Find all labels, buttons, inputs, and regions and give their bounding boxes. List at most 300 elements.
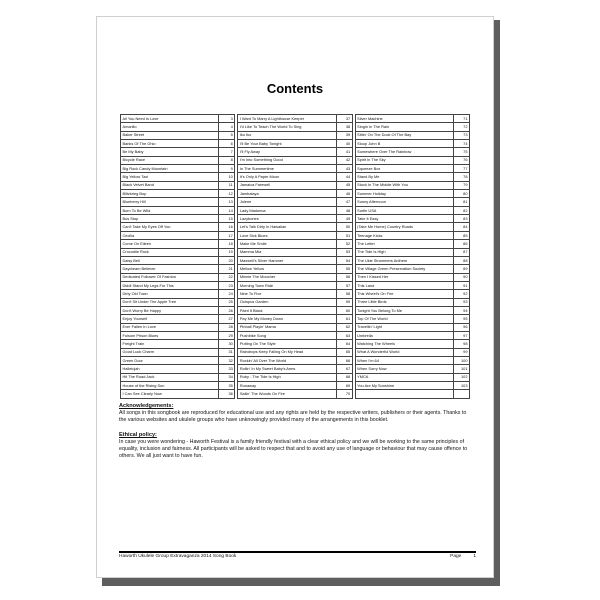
song-page-number: 24 xyxy=(219,290,235,298)
song-page-number: 31 xyxy=(219,348,235,356)
toc-column-3 xyxy=(355,114,470,399)
table-row xyxy=(121,115,235,123)
song-title: Singin In The Rain xyxy=(355,123,453,131)
table-row xyxy=(238,123,352,131)
song-title: Octopus Garden xyxy=(238,298,336,306)
table-row xyxy=(238,140,352,148)
song-title: Dirty Old Town xyxy=(121,290,219,298)
song-page-number: 40 xyxy=(336,140,352,148)
table-row xyxy=(355,281,469,289)
table-row xyxy=(355,206,469,214)
song-title: The Letter xyxy=(355,240,453,248)
song-title: Then I Kissed Her xyxy=(355,273,453,281)
song-title: What A Wonderful World xyxy=(355,348,453,356)
song-page-number: 57 xyxy=(336,281,352,289)
song-title: Three Little Birds xyxy=(355,298,453,306)
song-title: Be My Baby xyxy=(121,148,219,156)
song-page-number: 56 xyxy=(336,273,352,281)
song-title: It's Only A Paper Moon xyxy=(238,173,336,181)
table-row xyxy=(238,340,352,348)
song-title: Crocodile Rock xyxy=(121,248,219,256)
table-row xyxy=(355,131,469,139)
song-page-number: 53 xyxy=(336,248,352,256)
table-row xyxy=(121,198,235,206)
song-title: All You Need Is Love xyxy=(121,115,219,123)
song-title: You Are My Sunshine xyxy=(355,382,453,390)
table-row xyxy=(355,390,469,398)
song-title: Blueberry Hill xyxy=(121,198,219,206)
song-title: Jambalaya xyxy=(238,190,336,198)
song-title: Sloop John B xyxy=(355,140,453,148)
song-title: Make Me Smile xyxy=(238,240,336,248)
table-row xyxy=(238,290,352,298)
song-title: Surfin USA xyxy=(355,206,453,214)
footer-title: Haworth Ukulele Group Extravaganza 2014 Song Book xyxy=(119,554,237,559)
song-page-number: 20 xyxy=(219,256,235,264)
song-page-number: 91 xyxy=(454,281,470,289)
acknowledgements-heading: Acknowledgements: xyxy=(119,403,174,409)
song-page-number: 66 xyxy=(336,356,352,364)
song-title: Big Rock Candy Mountain xyxy=(121,165,219,173)
footer-page-number: 1 xyxy=(473,554,476,559)
song-title: Folsom Prison Blues xyxy=(121,331,219,339)
table-row xyxy=(121,281,235,289)
table-row xyxy=(238,190,352,198)
table-row xyxy=(355,265,469,273)
song-page-number: 15 xyxy=(219,215,235,223)
song-page-number: 23 xyxy=(219,281,235,289)
song-title: Rockin' All Over The World xyxy=(238,356,336,364)
table-row xyxy=(238,382,352,390)
song-title: Enjoy Yourself xyxy=(121,315,219,323)
table-row xyxy=(355,298,469,306)
song-title: I'd Like To Teach The World To Sing xyxy=(238,123,336,131)
table-row xyxy=(121,256,235,264)
song-title: I'm Into Something Good xyxy=(238,156,336,164)
song-title: Jolene xyxy=(238,198,336,206)
song-title: Black Velvet Band xyxy=(121,181,219,189)
song-title: (Take Me Home) Country Roads xyxy=(355,223,453,231)
song-title: House of the Rising Sun xyxy=(121,382,219,390)
song-page-number: 59 xyxy=(336,298,352,306)
song-title: Somewhere Over The Rainbow xyxy=(355,148,453,156)
song-page-number: 52 xyxy=(336,240,352,248)
song-page-number: 94 xyxy=(454,306,470,314)
table-row xyxy=(238,365,352,373)
song-page-number: 47 xyxy=(336,198,352,206)
song-page-number: 34 xyxy=(219,373,235,381)
song-page-number: 5 xyxy=(219,131,235,139)
song-title: Don't Sit Under The Apple Tree xyxy=(121,298,219,306)
table-row xyxy=(355,140,469,148)
song-page-number: 29 xyxy=(219,331,235,339)
song-page-number: 10 xyxy=(219,173,235,181)
song-page-number: 71 xyxy=(454,115,470,123)
table-row xyxy=(355,198,469,206)
table-row xyxy=(355,306,469,314)
table-row xyxy=(238,390,352,398)
song-page-number: 32 xyxy=(219,356,235,364)
table-row xyxy=(121,173,235,181)
footer-page xyxy=(438,554,476,559)
song-page-number: 83 xyxy=(454,215,470,223)
song-title: I Can See Clearly Now xyxy=(121,390,219,398)
table-row xyxy=(121,348,235,356)
table-row xyxy=(121,382,235,390)
song-title: Take It Easy xyxy=(355,215,453,223)
song-page-number: 49 xyxy=(336,215,352,223)
song-page-number: 38 xyxy=(336,123,352,131)
song-page-number: 8 xyxy=(219,156,235,164)
song-page-number: 98 xyxy=(454,340,470,348)
song-title: Don't Worry Be Happy xyxy=(121,306,219,314)
table-row xyxy=(238,281,352,289)
song-title: Green Door xyxy=(121,356,219,364)
table-row xyxy=(238,206,352,214)
song-title: Let's Talk Dirty In Hawaiian xyxy=(238,223,336,231)
song-title: This Wheel's On Fire xyxy=(355,290,453,298)
table-row xyxy=(121,148,235,156)
song-title: Stand By Me xyxy=(355,173,453,181)
song-page-number: 81 xyxy=(454,198,470,206)
song-title: Tonight You Belong To Me xyxy=(355,306,453,314)
song-page-number: 77 xyxy=(454,165,470,173)
song-title: Mellow Yellow xyxy=(238,265,336,273)
song-title: Squeeze Box xyxy=(355,165,453,173)
table-row xyxy=(121,140,235,148)
song-title: Hallelujah xyxy=(121,365,219,373)
song-title: The Tide Is High xyxy=(355,248,453,256)
song-page-number: 92 xyxy=(454,290,470,298)
song-page-number: 79 xyxy=(454,181,470,189)
song-title: Amarillo xyxy=(121,123,219,131)
song-page-number: 51 xyxy=(336,231,352,239)
song-title: Stuck In The Middle With You xyxy=(355,181,453,189)
table-row xyxy=(238,315,352,323)
song-title: Spirit In The Sky xyxy=(355,156,453,164)
table-row xyxy=(238,256,352,264)
song-page-number: 30 xyxy=(219,340,235,348)
song-page-number: 84 xyxy=(454,223,470,231)
song-title: Maxwell's Silver Hammer xyxy=(238,256,336,264)
table-row xyxy=(121,298,235,306)
song-page-number: 55 xyxy=(336,265,352,273)
table-row xyxy=(121,248,235,256)
song-page-number: 80 xyxy=(454,190,470,198)
table-row xyxy=(121,331,235,339)
table-row xyxy=(121,156,235,164)
table-row xyxy=(121,231,235,239)
song-page-number: 50 xyxy=(336,223,352,231)
song-page-number: 69 xyxy=(336,382,352,390)
song-title: Paint It Black xyxy=(238,306,336,314)
song-title: Pinball Playin' Mama xyxy=(238,323,336,331)
document-page xyxy=(96,16,494,578)
song-page-number: 96 xyxy=(454,323,470,331)
song-page-number: 63 xyxy=(336,331,352,339)
song-title: Sailin' The Woods On Fire xyxy=(238,390,336,398)
song-page-number: 65 xyxy=(336,348,352,356)
song-title: Travellin' Light xyxy=(355,323,453,331)
song-page-number: 68 xyxy=(336,373,352,381)
song-page-number: 64 xyxy=(336,340,352,348)
table-row xyxy=(238,331,352,339)
song-page-number: 76 xyxy=(454,156,470,164)
table-row xyxy=(355,181,469,189)
song-page-number: 33 xyxy=(219,365,235,373)
song-title: Daydream Believer xyxy=(121,265,219,273)
song-title: Top Of The World xyxy=(355,315,453,323)
table-row xyxy=(121,240,235,248)
song-title: Dedicated Follower Of Fashion xyxy=(121,273,219,281)
song-title: Baker Street xyxy=(121,131,219,139)
table-row xyxy=(355,382,469,390)
table-row xyxy=(355,290,469,298)
table-row xyxy=(355,190,469,198)
ethical-policy-heading: Ethical policy: xyxy=(119,432,157,439)
song-title: Silver Machine xyxy=(355,115,453,123)
table-row xyxy=(121,390,235,398)
song-page-number: 85 xyxy=(454,231,470,239)
table-row xyxy=(355,340,469,348)
song-title: Morning Town Ride xyxy=(238,281,336,289)
song-title: Lady Madonna xyxy=(238,206,336,214)
table-row xyxy=(121,290,235,298)
song-title: I'll Fly Away xyxy=(238,148,336,156)
song-page-number: 67 xyxy=(336,365,352,373)
table-row xyxy=(238,373,352,381)
song-title xyxy=(355,390,453,398)
song-title: Sunny Afternoon xyxy=(355,198,453,206)
table-row xyxy=(355,331,469,339)
song-title: Big Yellow Taxi xyxy=(121,173,219,181)
table-row xyxy=(121,373,235,381)
table-row xyxy=(238,348,352,356)
song-page-number: 87 xyxy=(454,248,470,256)
song-page-number: 54 xyxy=(336,256,352,264)
table-row xyxy=(238,173,352,181)
table-row xyxy=(121,315,235,323)
song-title: Sittin' On The Dock Of The Bay xyxy=(355,131,453,139)
song-page-number: 12 xyxy=(219,190,235,198)
table-row xyxy=(355,173,469,181)
song-title: Hit The Road Jack xyxy=(121,373,219,381)
song-title: Watching The Wheels xyxy=(355,340,453,348)
song-page-number: 88 xyxy=(454,256,470,264)
song-page-number: 43 xyxy=(336,165,352,173)
table-row xyxy=(238,323,352,331)
song-page-number: 3 xyxy=(219,115,235,123)
song-page-number xyxy=(454,390,470,398)
song-page-number: 102 xyxy=(454,373,470,381)
song-title: The Ukie Strummers Anthem xyxy=(355,256,453,264)
table-row xyxy=(238,265,352,273)
song-page-number: 45 xyxy=(336,181,352,189)
page-title: Contents xyxy=(266,81,324,96)
table-row xyxy=(355,323,469,331)
notes-section xyxy=(119,403,474,468)
table-row xyxy=(238,231,352,239)
table-row xyxy=(121,181,235,189)
song-page-number: 101 xyxy=(454,365,470,373)
song-page-number: 7 xyxy=(219,148,235,156)
song-title: Raindrops Keep Falling On My Head xyxy=(238,348,336,356)
song-page-number: 89 xyxy=(454,265,470,273)
table-row xyxy=(238,131,352,139)
song-page-number: 97 xyxy=(454,331,470,339)
table-row xyxy=(355,373,469,381)
song-page-number: 90 xyxy=(454,273,470,281)
table-row xyxy=(238,181,352,189)
song-page-number: 60 xyxy=(336,306,352,314)
song-page-number: 11 xyxy=(219,181,235,189)
table-row xyxy=(238,273,352,281)
song-title: Ever Fallen In Love xyxy=(121,323,219,331)
table-row xyxy=(355,315,469,323)
song-title: Lazybones xyxy=(238,215,336,223)
table-row xyxy=(238,240,352,248)
table-row xyxy=(355,148,469,156)
song-page-number: 26 xyxy=(219,306,235,314)
table-row xyxy=(355,256,469,264)
song-page-number: 28 xyxy=(219,323,235,331)
page-footer xyxy=(119,551,476,559)
song-title: This Land xyxy=(355,281,453,289)
table-row xyxy=(121,265,235,273)
song-page-number: 100 xyxy=(454,356,470,364)
song-title: Nine To Five xyxy=(238,290,336,298)
song-title: I Want To Marry A Lighthouse Keeper xyxy=(238,115,336,123)
table-row xyxy=(121,123,235,131)
song-title: YMCA xyxy=(355,373,453,381)
song-page-number: 78 xyxy=(454,173,470,181)
table-row xyxy=(238,198,352,206)
song-title: Teenage Kicks xyxy=(355,231,453,239)
song-title: Diddl Stand My Legs For This xyxy=(121,281,219,289)
table-row xyxy=(121,306,235,314)
acknowledgements-text: All songs in this songbook are reproduced for educational use and any rights are held by the respective writers, publishers or their agents. Thanks to the various websites and ukulele groups who have unknowingly provided many of the arrangements in this booklet. xyxy=(119,410,467,424)
ethical-policy-text: In case you were wondering - Haworth Festival is a family friendly festival with a clear ethical policy and we will be working to the same principles of equality, inclusion and fairness. All participants will be asked to respect that and to avoid any use of language or behaviour that may cause offence to others. We all just want to have fun. xyxy=(119,439,468,460)
table-row xyxy=(121,165,235,173)
song-title: Pay Me My Money Down xyxy=(238,315,336,323)
song-page-number: 75 xyxy=(454,148,470,156)
table-row xyxy=(238,156,352,164)
song-page-number: 17 xyxy=(219,231,235,239)
table-row xyxy=(238,298,352,306)
song-page-number: 27 xyxy=(219,315,235,323)
table-row xyxy=(238,165,352,173)
table-row xyxy=(121,273,235,281)
song-page-number: 48 xyxy=(336,206,352,214)
toc-column-1 xyxy=(120,114,235,399)
table-of-contents xyxy=(120,114,470,399)
song-page-number: 95 xyxy=(454,315,470,323)
song-page-number: 13 xyxy=(219,198,235,206)
toc-column-2 xyxy=(237,114,352,399)
song-page-number: 36 xyxy=(219,390,235,398)
song-page-number: 14 xyxy=(219,206,235,214)
song-page-number: 72 xyxy=(454,123,470,131)
table-row xyxy=(238,306,352,314)
song-title: Cecilia xyxy=(121,231,219,239)
song-page-number: 99 xyxy=(454,348,470,356)
song-page-number: 37 xyxy=(336,115,352,123)
table-row xyxy=(355,165,469,173)
song-title: Good Luck Charm xyxy=(121,348,219,356)
table-row xyxy=(238,248,352,256)
table-row xyxy=(121,365,235,373)
table-row xyxy=(355,273,469,281)
song-page-number: 21 xyxy=(219,265,235,273)
song-page-number: 62 xyxy=(336,323,352,331)
table-row xyxy=(238,223,352,231)
song-page-number: 93 xyxy=(454,298,470,306)
song-page-number: 19 xyxy=(219,248,235,256)
song-page-number: 73 xyxy=(454,131,470,139)
song-page-number: 22 xyxy=(219,273,235,281)
song-page-number: 70 xyxy=(336,390,352,398)
song-page-number: 74 xyxy=(454,140,470,148)
song-page-number: 35 xyxy=(219,382,235,390)
table-row xyxy=(355,115,469,123)
song-page-number: 6 xyxy=(219,140,235,148)
table-row xyxy=(121,206,235,214)
song-title: Pushbike Song xyxy=(238,331,336,339)
song-title: Bus Stop xyxy=(121,215,219,223)
song-title: Come On Eileen xyxy=(121,240,219,248)
table-row xyxy=(355,156,469,164)
song-title: When Sorry Now xyxy=(355,365,453,373)
song-title: Runaway xyxy=(238,382,336,390)
song-page-number: 41 xyxy=(336,148,352,156)
song-title: The Village Green Preservation Society xyxy=(355,265,453,273)
song-title: Putting On The Style xyxy=(238,340,336,348)
table-row xyxy=(238,115,352,123)
table-row xyxy=(121,215,235,223)
song-page-number: 39 xyxy=(336,131,352,139)
song-title: Love Sick Blues xyxy=(238,231,336,239)
song-page-number: 42 xyxy=(336,156,352,164)
song-title: Blitzkrieg Bop xyxy=(121,190,219,198)
table-row xyxy=(355,348,469,356)
song-title: Iko Iko xyxy=(238,131,336,139)
song-title: Daisy Bell xyxy=(121,256,219,264)
song-title: Rollin' In My Sweet Baby's Arms xyxy=(238,365,336,373)
table-row xyxy=(355,365,469,373)
song-page-number: 16 xyxy=(219,223,235,231)
song-page-number: 18 xyxy=(219,240,235,248)
table-row xyxy=(238,356,352,364)
table-row xyxy=(355,240,469,248)
table-row xyxy=(355,215,469,223)
song-title: Summer Holiday xyxy=(355,190,453,198)
song-title: Minnie The Moocher xyxy=(238,273,336,281)
song-page-number: 46 xyxy=(336,190,352,198)
song-page-number: 44 xyxy=(336,173,352,181)
table-row xyxy=(355,231,469,239)
song-title: Jamaica Farewell xyxy=(238,181,336,189)
song-title: Born To Be Wild xyxy=(121,206,219,214)
table-row xyxy=(121,131,235,139)
table-row xyxy=(238,148,352,156)
song-page-number: 4 xyxy=(219,123,235,131)
song-title: Can't Take My Eyes Off You xyxy=(121,223,219,231)
song-title: Freight Train xyxy=(121,340,219,348)
table-row xyxy=(238,215,352,223)
song-page-number: 61 xyxy=(336,315,352,323)
song-title: Ruby - The Tide Is High xyxy=(238,373,336,381)
song-page-number: 103 xyxy=(454,382,470,390)
